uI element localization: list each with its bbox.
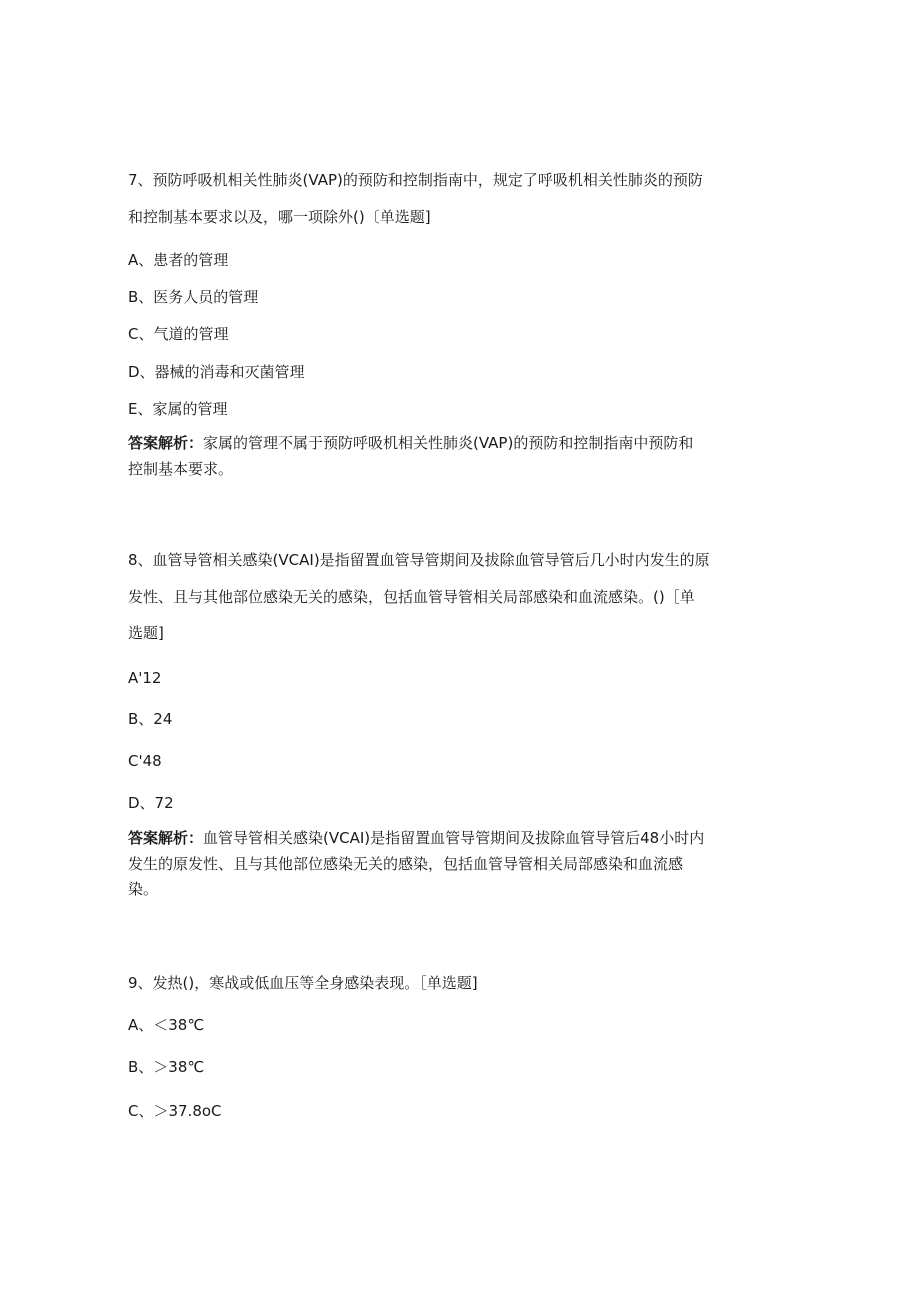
question-8-option-d: D、72 xyxy=(128,794,174,812)
question-7-option-d: D、器械的消毒和灭菌管理 xyxy=(128,363,305,381)
answer-label: 答案解析： xyxy=(128,829,204,847)
question-8-stem-line-2: 发性、且与其他部位感染无关的感染，包括血管导管相关局部感染和血流感染。()［单 xyxy=(128,588,695,606)
question-9-option-b: B、＞38℃ xyxy=(128,1058,205,1076)
question-7-option-b: B、医务人员的管理 xyxy=(128,288,259,306)
question-9-stem-line-1: 9、发热()，寒战或低血压等全身感染表现。［单选题] xyxy=(128,974,478,992)
question-8-option-a: A'12 xyxy=(128,669,162,687)
question-8-answer-line-3: 染。 xyxy=(128,880,159,898)
answer-text: 家属的管理不属于预防呼吸机相关性肺炎(VAP)的预防和控制指南中预防和 xyxy=(203,434,694,452)
question-8-answer-line-2: 发生的原发性、且与其他部位感染无关的感染，包括血管导管相关局部感染和血流感 xyxy=(128,855,684,873)
question-7-stem-line-1: 7、预防呼吸机相关性肺炎(VAP)的预防和控制指南中，规定了呼吸机相关性肺炎的预防 xyxy=(128,171,703,189)
question-7-option-e: E、家属的管理 xyxy=(128,400,228,418)
question-7-stem-line-2: 和控制基本要求以及，哪一项除外()〔单选题] xyxy=(128,208,431,226)
question-7-option-c: C、气道的管理 xyxy=(128,325,229,343)
question-8-stem-line-1: 8、血管导管相关感染(VCAI)是指留置血管导管期间及拔除血管导管后几小时内发生的原 xyxy=(128,551,710,569)
question-7-answer-line-2: 控制基本要求。 xyxy=(128,460,234,478)
question-9-option-c: C、＞37.8oC xyxy=(128,1102,222,1120)
question-8-answer-line-1 xyxy=(128,828,704,848)
question-7-option-a: A、患者的管理 xyxy=(128,251,229,269)
answer-label: 答案解析： xyxy=(128,434,204,452)
question-7-answer-line-1 xyxy=(128,433,693,453)
question-8-stem-line-3: 选题] xyxy=(128,624,164,642)
question-9-option-a: A、＜38℃ xyxy=(128,1016,205,1034)
question-8-option-c: C'48 xyxy=(128,752,162,770)
answer-text: 血管导管相关感染(VCAI)是指留置血管导管期间及拔除血管导管后48小时内 xyxy=(203,829,705,847)
question-8-option-b: B、24 xyxy=(128,710,173,728)
